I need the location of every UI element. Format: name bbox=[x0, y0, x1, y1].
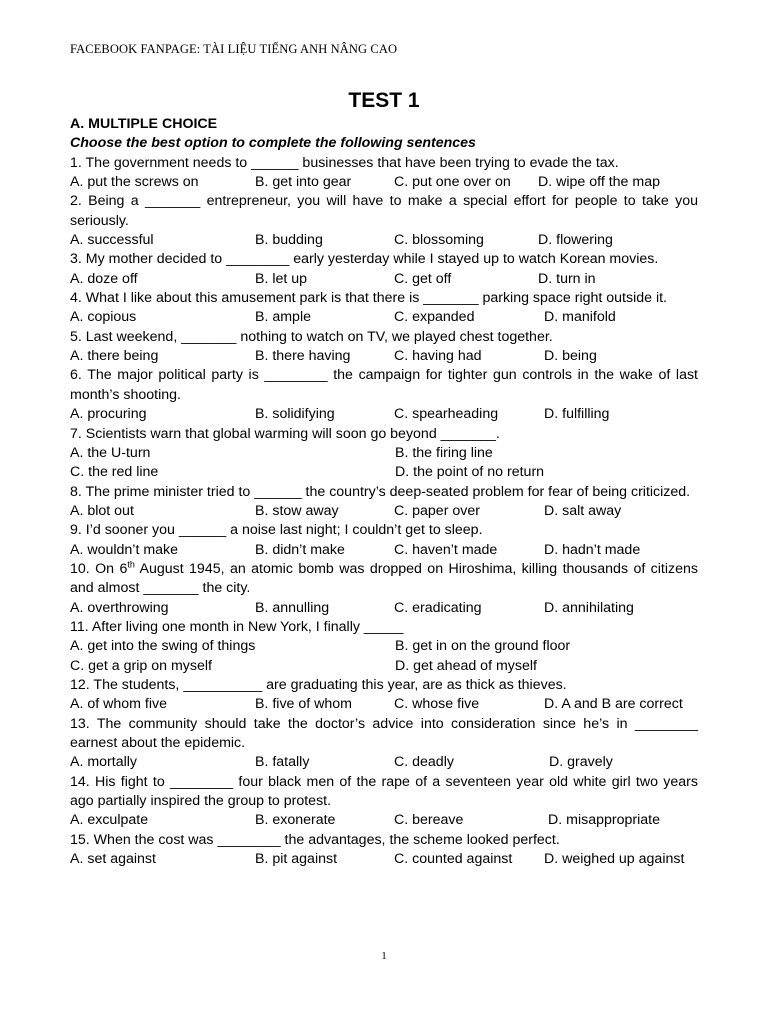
question-14-option-b: B. exonerate bbox=[255, 812, 336, 829]
question-1-option-c: C. put one over on bbox=[394, 174, 511, 191]
question-9-text: 9. I’d sooner you ______ a noise last night; I couldn’t get to sleep. bbox=[70, 522, 483, 539]
question-8-option-b: B. stow away bbox=[255, 502, 339, 519]
question-3-option-d: D. turn in bbox=[538, 270, 596, 287]
question-15-option-a: A. set against bbox=[70, 851, 156, 868]
question-15-text: 15. When the cost was ________ the advantages, the scheme looked perfect. bbox=[70, 831, 560, 848]
instruction-text: Choose the best option to complete the following sentences bbox=[70, 135, 476, 152]
question-6-text: 6. The major political party is ________ the campaign for tighter gun controls in the wake of last month’s shooting. bbox=[70, 367, 698, 403]
question-12-option-b: B. five of whom bbox=[255, 696, 352, 713]
question-13-option-c: C. deadly bbox=[394, 754, 454, 771]
question-1-options bbox=[70, 173, 698, 192]
page-number: 1 bbox=[381, 950, 387, 962]
test-content bbox=[70, 115, 698, 869]
question-10-option-b: B. annulling bbox=[255, 599, 330, 616]
question-1-option-a: A. put the screws on bbox=[70, 174, 199, 191]
question-2-option-d: D. flowering bbox=[538, 232, 613, 249]
question-9-option-a: A. wouldn’t make bbox=[70, 541, 179, 558]
question-12-text: 12. The students, __________ are graduating this year, are as thick as thieves. bbox=[70, 676, 567, 693]
question-1-option-d: D. wipe off the map bbox=[538, 174, 660, 191]
question-15-option-b: B. pit against bbox=[255, 851, 338, 868]
question-11-option-a: A. get into the swing of things bbox=[70, 638, 256, 655]
question-12-option-a: A. of whom five bbox=[70, 696, 167, 713]
question-3-options bbox=[70, 270, 698, 289]
question-5-option-b: B. there having bbox=[255, 348, 351, 365]
question-5-option-a: A. there being bbox=[70, 348, 159, 365]
question-6-option-d: D. fulfilling bbox=[544, 406, 610, 423]
section-title: A. MULTIPLE CHOICE bbox=[70, 116, 218, 132]
question-15-option-d: D. weighed up against bbox=[544, 851, 685, 868]
question-14-text: 14. His fight to ________ four black men of the rape of a seventeen year old white girl two years ago partially inspired the group to protest. bbox=[70, 773, 698, 810]
question-6-options bbox=[70, 405, 698, 424]
question-10-text-start: 10. On 6 bbox=[70, 560, 128, 577]
question-15-option-c: C. counted against bbox=[394, 851, 513, 868]
question-10-ordinal-suffix: th bbox=[127, 559, 135, 570]
question-14-options bbox=[70, 811, 698, 830]
question-2-options bbox=[70, 231, 698, 250]
question-5-options bbox=[70, 347, 698, 366]
question-3-option-b: B. let up bbox=[255, 270, 308, 287]
question-10-text bbox=[70, 560, 698, 599]
question-12-option-c: C. whose five bbox=[394, 696, 480, 713]
question-1-text: 1. The government needs to ______ businesses that have been trying to evade the tax. bbox=[70, 154, 619, 171]
question-3-option-c: C. get off bbox=[394, 270, 452, 287]
question-10-option-c: C. eradicating bbox=[394, 599, 482, 616]
question-10-option-a: A. overthrowing bbox=[70, 599, 169, 616]
question-7-options-row-1 bbox=[70, 444, 698, 463]
question-9-option-c: C. haven’t made bbox=[394, 541, 498, 558]
question-14-option-c: C. bereave bbox=[394, 812, 464, 829]
question-13-option-b: B. fatally bbox=[255, 754, 310, 771]
question-7-option-d: D. the point of no return bbox=[395, 464, 545, 481]
question-10-option-d: D. annihilating bbox=[544, 599, 634, 616]
question-4-option-b: B. ample bbox=[255, 309, 311, 326]
question-4-text: 4. What I like about this amusement park is that there is _______ parking space right outside it. bbox=[70, 290, 667, 307]
question-8-option-c: C. paper over bbox=[394, 502, 480, 519]
question-13-text: 13. The community should take the doctor’s advice into consideration since he’s in ________ earnest about the epidemic. bbox=[70, 715, 698, 751]
question-11-option-d: D. get ahead of myself bbox=[395, 657, 537, 674]
question-9-options bbox=[70, 541, 698, 560]
question-2-option-b: B. budding bbox=[255, 232, 323, 249]
question-4-option-a: A. copious bbox=[70, 309, 137, 326]
question-13-option-a: A. mortally bbox=[70, 754, 138, 771]
question-4-option-c: C. expanded bbox=[394, 309, 475, 326]
question-9-option-b: B. didn’t make bbox=[255, 541, 345, 558]
question-10-options bbox=[70, 599, 698, 618]
question-12-options bbox=[70, 695, 698, 714]
question-2-option-c: C. blossoming bbox=[394, 232, 484, 249]
question-4-option-d: D. manifold bbox=[544, 309, 616, 326]
question-6-option-b: B. solidifying bbox=[255, 406, 335, 423]
question-2-text: 2. Being a _______ entrepreneur, you will have to make a special effort for people to take you seriously. bbox=[70, 193, 698, 229]
question-11-option-c: C. get a grip on myself bbox=[70, 657, 212, 674]
question-8-options bbox=[70, 502, 698, 521]
question-8-option-a: A. blot out bbox=[70, 502, 134, 519]
question-4-options bbox=[70, 308, 698, 327]
question-8-option-d: D. salt away bbox=[544, 502, 622, 519]
question-7-option-a: A. the U-turn bbox=[70, 444, 151, 461]
question-11-options-row-2 bbox=[70, 657, 698, 676]
question-11-text: 11. After living one month in New York, I finally _____ bbox=[70, 618, 404, 635]
question-7-text: 7. Scientists warn that global warming will soon go beyond _______. bbox=[70, 425, 500, 442]
question-6-option-c: C. spearheading bbox=[394, 406, 499, 423]
question-5-text: 5. Last weekend, _______ nothing to watch on TV, we played chest together. bbox=[70, 328, 553, 345]
question-5-option-d: D. being bbox=[544, 348, 597, 365]
question-7-option-b: B. the firing line bbox=[395, 444, 493, 461]
question-7-option-c: C. the red line bbox=[70, 464, 159, 481]
question-3-text: 3. My mother decided to ________ early yesterday while I stayed up to watch Korean movies. bbox=[70, 251, 659, 268]
question-9-option-d: D. hadn’t made bbox=[544, 541, 641, 558]
test-title: TEST 1 bbox=[348, 89, 420, 112]
question-14-option-a: A. exculpate bbox=[70, 812, 149, 829]
page-header: FACEBOOK FANPAGE: TÀI LIỆU TIẾNG ANH NÂNG CAO bbox=[70, 42, 398, 56]
question-11-option-b: B. get in on the ground floor bbox=[395, 638, 571, 655]
question-10-text-end: August 1945, an atomic bomb was dropped on Hiroshima, killing thousands of citizens and almost _______ the city. bbox=[70, 560, 698, 597]
question-14-option-d: D. misappropriate bbox=[548, 812, 660, 829]
question-3-option-a: A. doze off bbox=[70, 270, 138, 287]
question-11-options-row-1 bbox=[70, 637, 698, 656]
question-15-options bbox=[70, 850, 698, 869]
question-12-option-d: D. A and B are correct bbox=[544, 696, 683, 713]
question-13-option-d: D. gravely bbox=[549, 754, 613, 771]
question-13-options bbox=[70, 753, 698, 772]
question-8-text: 8. The prime minister tried to ______ the country’s deep-seated problem for fear of being criticized. bbox=[70, 483, 691, 500]
question-6-option-a: A. procuring bbox=[70, 406, 147, 423]
question-2-option-a: A. successful bbox=[70, 232, 154, 249]
question-5-option-c: C. having had bbox=[394, 348, 482, 365]
question-1-option-b: B. get into gear bbox=[255, 174, 352, 191]
question-7-options-row-2 bbox=[70, 463, 698, 482]
